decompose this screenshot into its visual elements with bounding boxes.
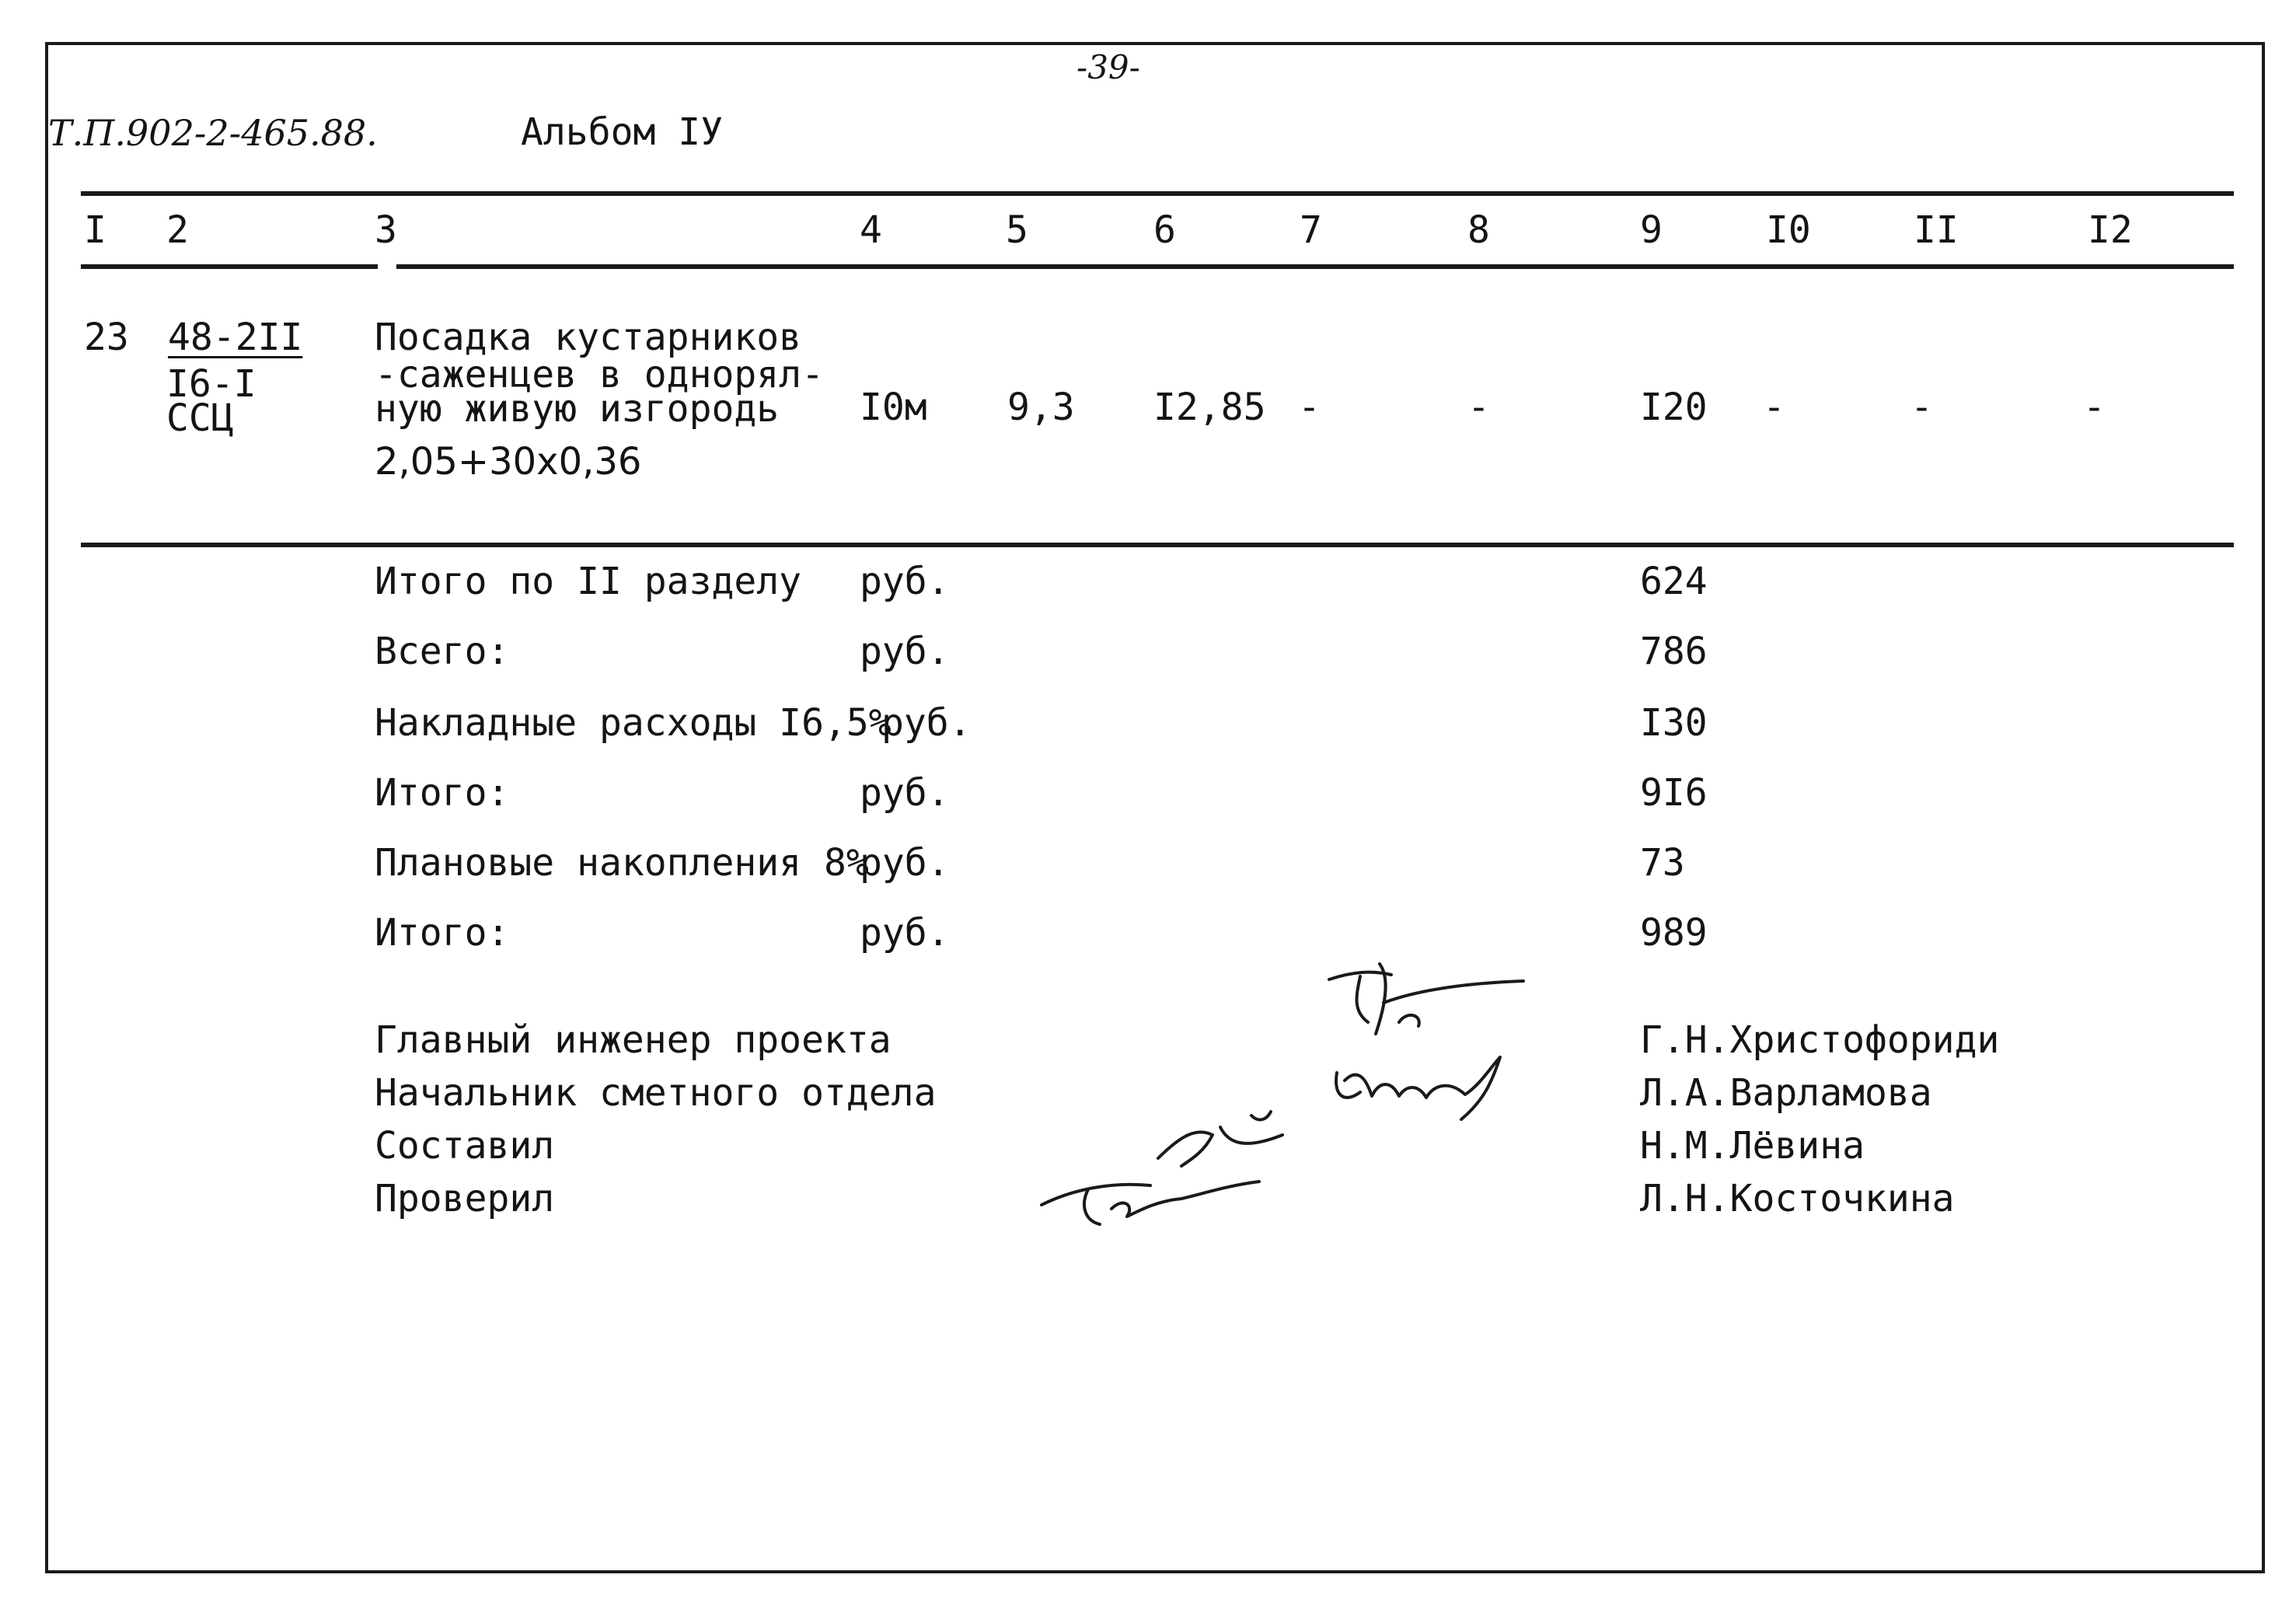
total-value: 73 [1640, 841, 1685, 885]
total-value: I30 [1640, 701, 1708, 745]
row-cell-9: I20 [1640, 386, 1708, 429]
col-header-1: I [84, 208, 106, 252]
handwritten-signatures [1026, 948, 1570, 1244]
row-code-rate: 48-2II [168, 316, 303, 359]
row-cell-6: I2,85 [1153, 386, 1266, 429]
row-cell-12: - [2083, 386, 2106, 429]
total-label: Итого: [375, 911, 510, 955]
header-top-rule [81, 191, 2234, 196]
col-header-12: I2 [2088, 208, 2133, 252]
col-header-6: 6 [1153, 208, 1176, 252]
row-number: 23 [84, 316, 129, 359]
total-unit: руб. [860, 911, 950, 955]
row-desc-line-2: -саженцев в однорял- [375, 353, 824, 396]
row-cell-5: 9,3 [1007, 386, 1075, 429]
col-header-2: 2 [166, 208, 189, 252]
col-header-4: 4 [860, 208, 882, 252]
row-desc-line-3: ную живую изгородь [375, 387, 780, 431]
row-bottom-rule [81, 543, 2234, 547]
header-bottom-rule-right [396, 264, 2234, 269]
signature-role: Главный инженер проекта [375, 1018, 892, 1062]
total-value: 624 [1640, 560, 1708, 603]
total-value: 786 [1640, 630, 1708, 673]
row-cell-8: - [1467, 386, 1490, 429]
row-cell-10: - [1763, 386, 1785, 429]
col-header-8: 8 [1467, 208, 1490, 252]
row-cell-11: - [1910, 386, 1933, 429]
signature-name: Л.А.Варламова [1640, 1071, 1932, 1115]
signature-role: Проверил [375, 1177, 555, 1220]
total-unit: руб. [860, 560, 950, 603]
doc-code: Т.П.902-2-465.88. [48, 112, 378, 154]
total-unit: руб. [881, 701, 972, 745]
col-header-10: I0 [1766, 208, 1811, 252]
row-cell-7: - [1298, 386, 1321, 429]
col-header-5: 5 [1006, 208, 1028, 252]
total-label: Итого: [375, 771, 510, 815]
row-cell-4: I0м [860, 386, 927, 429]
row-formula: 2,05+30х0,36 [375, 440, 642, 484]
signature-name: Г.Н.Христофориди [1640, 1018, 2000, 1062]
signature-name: Л.Н.Косточкина [1640, 1177, 1955, 1220]
album-title: Альбом IУ [521, 110, 724, 154]
header-bottom-rule-left [81, 264, 378, 269]
signature-role: Начальник сметного отдела [375, 1071, 937, 1115]
signature-role: Составил [375, 1124, 555, 1168]
row-code-item: I6-I [166, 362, 256, 406]
total-unit: руб. [860, 630, 950, 673]
total-value: 989 [1640, 911, 1708, 955]
total-label: Итого по II разделу [375, 560, 802, 603]
total-value: 9I6 [1640, 771, 1708, 815]
col-header-7: 7 [1300, 208, 1322, 252]
signature-name: Н.М.Лёвина [1640, 1124, 1865, 1168]
col-header-3: 3 [375, 208, 397, 252]
total-unit: руб. [860, 841, 950, 885]
col-header-11: II [1914, 208, 1959, 252]
col-header-9: 9 [1640, 208, 1663, 252]
total-label: Плановые накопления 8% [375, 841, 869, 885]
total-label: Всего: [375, 630, 510, 673]
row-desc-line-1: Посадка кустарников [375, 316, 802, 359]
row-code-source: ССЦ [166, 396, 234, 440]
page-number: -39- [1076, 48, 1140, 86]
total-unit: руб. [860, 771, 950, 815]
total-label: Накладные расходы I6,5% [375, 701, 892, 745]
